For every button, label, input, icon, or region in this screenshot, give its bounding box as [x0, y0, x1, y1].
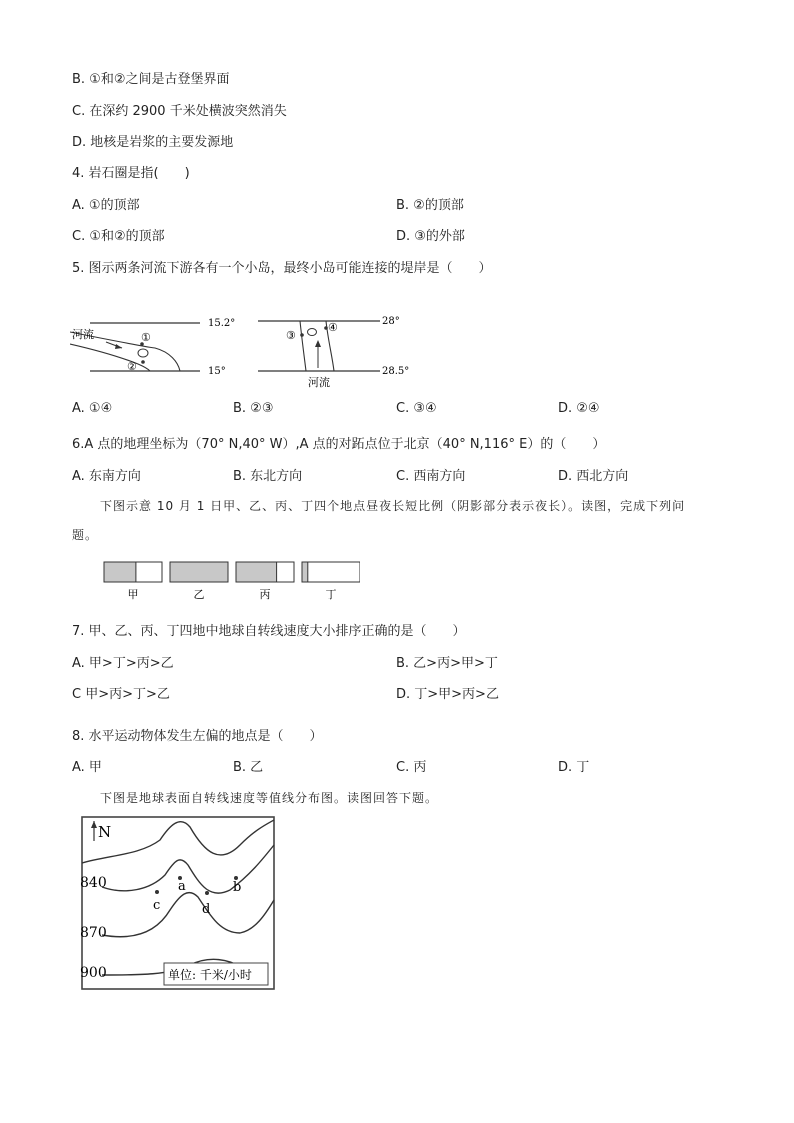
q5-option-a: A. ①④ [72, 401, 113, 416]
q6-option-d: D. 西北方向 [558, 469, 629, 484]
q6-option-c: C. 西南方向 [396, 469, 466, 484]
day-night-ratio-bars [100, 560, 360, 602]
q4-option-c: C. ①和②的顶部 [72, 229, 165, 244]
day-night-bar [104, 562, 162, 601]
day-night-bar [170, 562, 228, 601]
q8-option-b: B. 乙 [233, 760, 264, 775]
q6-option-b: B. 东北方向 [233, 469, 303, 484]
isoline-870-label: 870 [80, 925, 107, 941]
point-a-label: a [178, 879, 186, 894]
q7-option-a: A. 甲>丁>丙>乙 [72, 656, 174, 671]
q5-stem: 5. 图示两条河流下游各有一个小岛，最终小岛可能连接的堤岸是（ ） [72, 261, 492, 276]
right-river-label: 河流 [308, 376, 330, 389]
night-fill [170, 562, 228, 582]
q7-option-b: B. 乙>丙>甲>丁 [396, 656, 498, 671]
right-top-latitude: 28° [382, 316, 400, 327]
point-c-label: c [153, 898, 161, 913]
q4-stem: 4. 岩石圈是指( ) [72, 166, 190, 181]
q4-option-a: A. ①的顶部 [72, 198, 140, 213]
right-mark-4: ④ [328, 321, 338, 334]
left-bottom-latitude: 15° [208, 366, 226, 377]
q4-option-b: B. ②的顶部 [396, 198, 464, 213]
left-top-latitude: 15.2° [208, 318, 236, 329]
q7-stem: 7. 甲、乙、丙、丁四地中地球自转线速度大小排序正确的是（ ） [72, 624, 466, 639]
unit-label: 单位: 千米/小时 [168, 968, 252, 982]
intro-78-line1: 下图示意 10 月 1 日甲、乙、丙、丁四个地点昼夜长短比例（阴影部分表示夜长）。读图，完成下列问 [100, 499, 686, 513]
q3-option-d: D. 地核是岩浆的主要发源地 [72, 135, 234, 150]
q3-option-c: C. 在深约 2900 千米处横波突然消失 [72, 104, 287, 119]
left-river-label: 河流 [72, 328, 94, 341]
q6-stem: 6.A 点的地理坐标为（70° N,40° W）,A 点的对跖点位于北京（40° N,116° E）的（ ） [72, 437, 606, 452]
bar-label: 丙 [259, 588, 271, 601]
day-night-bar [302, 562, 360, 601]
left-mark-1: ① [141, 331, 151, 344]
q5-option-b: B. ②③ [233, 401, 274, 416]
q8-option-d: D. 丁 [558, 760, 590, 775]
day-night-bar [236, 562, 294, 601]
bar-label: 甲 [127, 588, 139, 601]
q5-option-c: C. ③④ [396, 401, 437, 416]
q8-option-a: A. 甲 [72, 760, 102, 775]
night-fill [104, 562, 136, 582]
bar-label: 乙 [193, 588, 205, 601]
q7-option-d: D. 丁>甲>丙>乙 [396, 687, 499, 702]
point-d-label: d [202, 902, 211, 917]
north-label: N [98, 823, 112, 841]
right-bottom-latitude: 28.5° [382, 366, 410, 377]
bar-label: 丁 [325, 588, 337, 601]
q7-option-c: C 甲>丙>丁>乙 [72, 687, 170, 702]
intro-9-line1: 下图是地球表面自转线速度等值线分布图。读图回答下题。 [100, 791, 439, 805]
q5-river-figure [70, 310, 420, 390]
intro-78-line2: 题。 [72, 528, 99, 542]
night-fill [302, 562, 308, 582]
q6-option-a: A. 东南方向 [72, 469, 141, 484]
rotation-speed-isoline-map [80, 815, 276, 991]
right-mark-3: ③ [286, 329, 296, 342]
q8-option-c: C. 丙 [396, 760, 427, 775]
isoline-840-label: 840 [80, 875, 107, 891]
q8-stem: 8. 水平运动物体发生左偏的地点是（ ） [72, 729, 323, 744]
night-fill [236, 562, 277, 582]
isoline-900-label: 900 [80, 965, 107, 981]
left-mark-2: ② [127, 360, 137, 373]
q5-option-d: D. ②④ [558, 401, 600, 416]
q3-option-b: B. ①和②之间是古登堡界面 [72, 72, 230, 87]
point-b-label: b [233, 880, 242, 895]
q4-option-d: D. ③的外部 [396, 229, 465, 244]
